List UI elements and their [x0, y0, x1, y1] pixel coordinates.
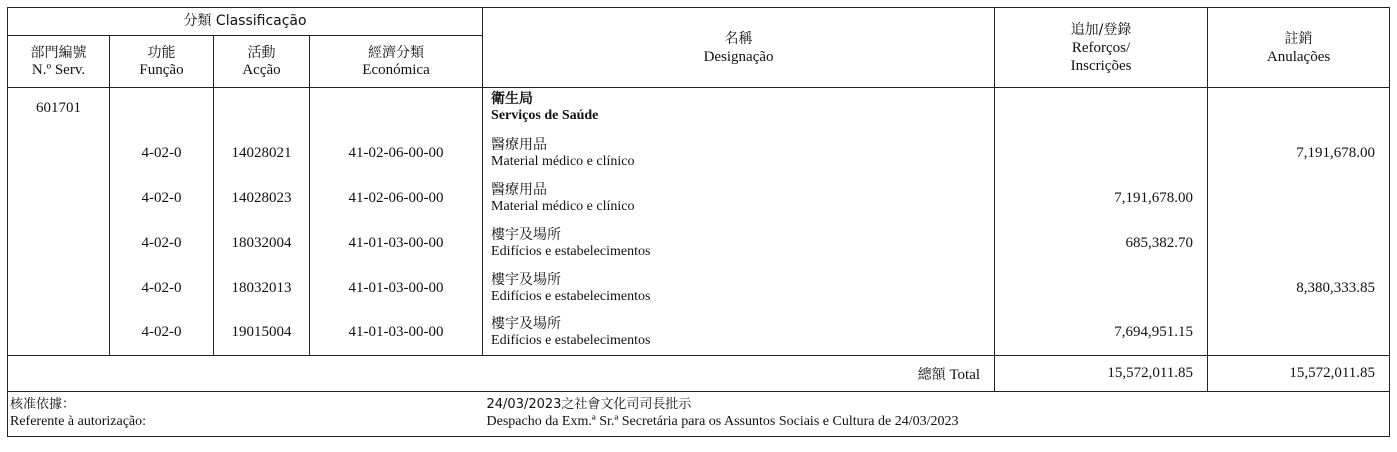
authorization-label: 核准依據： Referente à autorização: — [10, 397, 147, 429]
table-row: 4-02-0 18032013 41-01-03-00-00 樓宇及場所 Edifícios e estabelecimentos 8,380,333.85 — [8, 266, 1390, 311]
table-row: 4-02-0 19015004 41-01-03-00-00 樓宇及場所 Edifícios e estabelecimentos 7,694,951.15 — [8, 311, 1390, 356]
table-row: 4-02-0 14028021 41-02-06-00-00 醫療用品 Material médico e clínico 7,191,678.00 — [8, 131, 1390, 176]
table-row: 4-02-0 18032004 41-01-03-00-00 樓宇及場所 Edifícios e estabelecimentos 685,382.70 — [8, 221, 1390, 266]
reforcos-header: 追加/登錄 Reforços/ Inscrições — [995, 8, 1208, 88]
table-row: 4-02-0 14028023 41-02-06-00-00 醫療用品 Material médico e clínico 7,191,678.00 — [8, 176, 1390, 221]
function-header: 功能 Função — [110, 36, 214, 88]
anulacoes-header: 註銷 Anulações — [1208, 8, 1390, 88]
accao-header: 活動 Acção — [214, 36, 310, 88]
budget-document — [7, 7, 1389, 437]
economic-header: 經濟分類 Económica — [310, 36, 483, 88]
service-row — [8, 88, 1390, 131]
budget-table — [7, 7, 1390, 392]
total-anulacoes: 15,572,011.85 — [1208, 356, 1390, 392]
authorization-block — [7, 392, 1390, 437]
total-reforcos: 15,572,011.85 — [995, 356, 1208, 392]
service-name: 衛生局 Serviços de Saúde — [483, 88, 995, 131]
service-code: 601701 — [8, 88, 110, 131]
dept-header: 部門編號 N.º Serv. — [8, 36, 110, 88]
total-row — [8, 356, 1390, 392]
total-label: 總額 Total — [8, 356, 995, 392]
classification-header: 分類 Classificação — [8, 8, 483, 36]
authorization-text: 24/03/2023之社會文化司司長批示 Despacho da Exm.ª Sr.ª Secretária para os Assuntos Sociais e Cultura de 24/03/2023 — [486, 397, 959, 429]
designation-header: 名稱 Designação — [483, 8, 995, 88]
